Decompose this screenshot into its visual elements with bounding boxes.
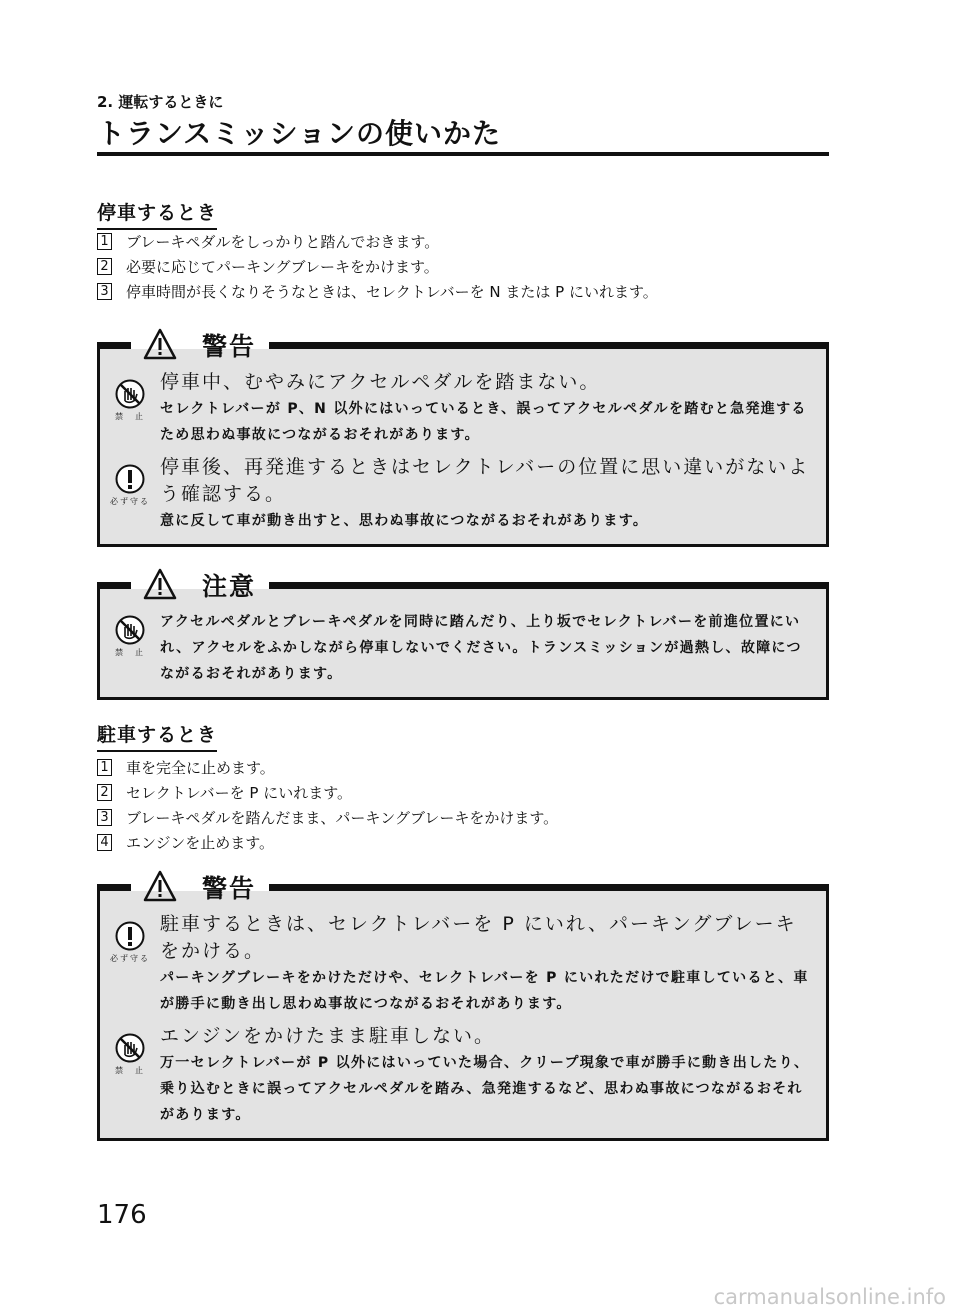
step-number: 3: [97, 809, 112, 826]
warning-item: [108, 454, 814, 534]
warning-box: [97, 869, 829, 1141]
stopping-steps: [97, 229, 658, 304]
warning-header: [97, 869, 829, 907]
list-item: [97, 830, 558, 855]
prohibited-hand-icon: [115, 615, 145, 645]
step-text: セレクトレバーを P にいれます。: [126, 784, 353, 802]
section-heading-parking: 駐車するとき: [97, 720, 217, 752]
header-bar: [269, 884, 829, 891]
step-number: 2: [97, 258, 112, 275]
mandatory-icon: [115, 464, 145, 494]
caution-label: 注意: [202, 572, 257, 601]
caution-text: アクセルペダルとブレーキペダルを同時に踏んだり、上り坂でセレクトレバーを前進位置にいれ、アクセルをふかしながら停車しないでください。トランスミッションが過熱し、故障につながるおそれがあります。: [160, 614, 802, 682]
icon-caption: 禁 止: [115, 1066, 145, 1075]
warning-box: [97, 327, 829, 547]
prohibited-hand-icon: [115, 379, 145, 409]
step-number: 2: [97, 784, 112, 801]
header-bar: [269, 582, 829, 589]
chapter-label: 2. 運転するときに: [97, 93, 224, 111]
warning-text: 意に反して車が動き出すと、思わぬ事故につながるおそれがあります。: [160, 513, 649, 529]
warning-body: [97, 349, 829, 547]
caution-item: [108, 609, 814, 687]
header-bar: [269, 342, 829, 349]
warning-header: [97, 327, 829, 365]
icon-caption: 禁 止: [115, 648, 145, 657]
warning-lead: 停車中、むやみにアクセルペダルを踏まない。: [160, 371, 601, 393]
warning-triangle-icon: [143, 328, 177, 360]
step-text: ブレーキペダルを踏んだまま、パーキングブレーキをかけます。: [126, 809, 559, 827]
warning-lead: 停車後、再発進するときはセレクトレバーの位置に思い違いがないよう確認する。: [160, 456, 810, 505]
warning-text: 万一セレクトレバーが P 以外にはいっていた場合、クリープ現象で車が勝手に動き出したり、乗り込むときに誤ってアクセルペダルを踏み、急発進するなど、思わぬ事故につながるおそれがあります。: [160, 1055, 810, 1123]
warning-triangle-icon: [143, 568, 177, 600]
step-text: エンジンを止めます。: [126, 834, 275, 852]
list-item: [97, 755, 558, 780]
warning-lead: 駐車するときは、セレクトレバーを P にいれ、パーキングブレーキをかける。: [160, 913, 797, 962]
mandatory-icon: [115, 921, 145, 951]
list-item: [97, 780, 558, 805]
title-rule: [97, 152, 829, 156]
warning-label: 警告: [202, 874, 257, 903]
page-number: 176: [97, 1200, 147, 1230]
step-number: 1: [97, 233, 112, 250]
warning-lead: エンジンをかけたまま駐車しない。: [160, 1025, 496, 1047]
parking-steps: [97, 755, 558, 855]
warning-body: [97, 891, 829, 1141]
list-item: [97, 279, 658, 304]
warning-item: [108, 1023, 814, 1128]
header-bar: [97, 582, 131, 589]
step-number: 3: [97, 283, 112, 300]
section-heading-stopping: 停車するとき: [97, 198, 217, 230]
icon-caption: 必ず守る: [110, 497, 150, 506]
prohibited-hand-icon: [115, 1033, 145, 1063]
warning-triangle-icon: [143, 870, 177, 902]
caution-body: [97, 589, 829, 700]
list-item: [97, 805, 558, 830]
step-text: 必要に応じてパーキングブレーキをかけます。: [126, 258, 439, 276]
icon-caption: 禁 止: [115, 412, 145, 421]
header-bar: [97, 884, 131, 891]
icon-caption: 必ず守る: [110, 954, 150, 963]
caution-box: [97, 567, 829, 700]
warning-item: [108, 911, 814, 1017]
step-number: 4: [97, 834, 112, 851]
step-text: 停車時間が長くなりそうなときは、セレクトレバーを N または P にいれます。: [126, 283, 658, 301]
step-text: ブレーキペダルをしっかりと踏んでおきます。: [126, 233, 440, 251]
watermark: carmanualsonline.info: [713, 1285, 946, 1309]
step-text: 車を完全に止めます。: [126, 759, 275, 777]
caution-header: [97, 567, 829, 605]
page-title: トランスミッションの使いかた: [97, 117, 502, 150]
step-number: 1: [97, 759, 112, 776]
warning-text: パーキングブレーキをかけただけや、セレクトレバーを P にいれただけで駐車していると、車が勝手に動き出し思わぬ事故につながるおそれがあります。: [160, 970, 809, 1012]
header-bar: [97, 342, 131, 349]
warning-item: [108, 369, 814, 448]
warning-text: セレクトレバーが P、N 以外にはいっているとき、誤ってアクセルペダルを踏むと急発進するため思わぬ事故につながるおそれがあります。: [160, 401, 807, 443]
list-item: [97, 229, 658, 254]
list-item: [97, 254, 658, 279]
warning-label: 警告: [202, 332, 257, 361]
